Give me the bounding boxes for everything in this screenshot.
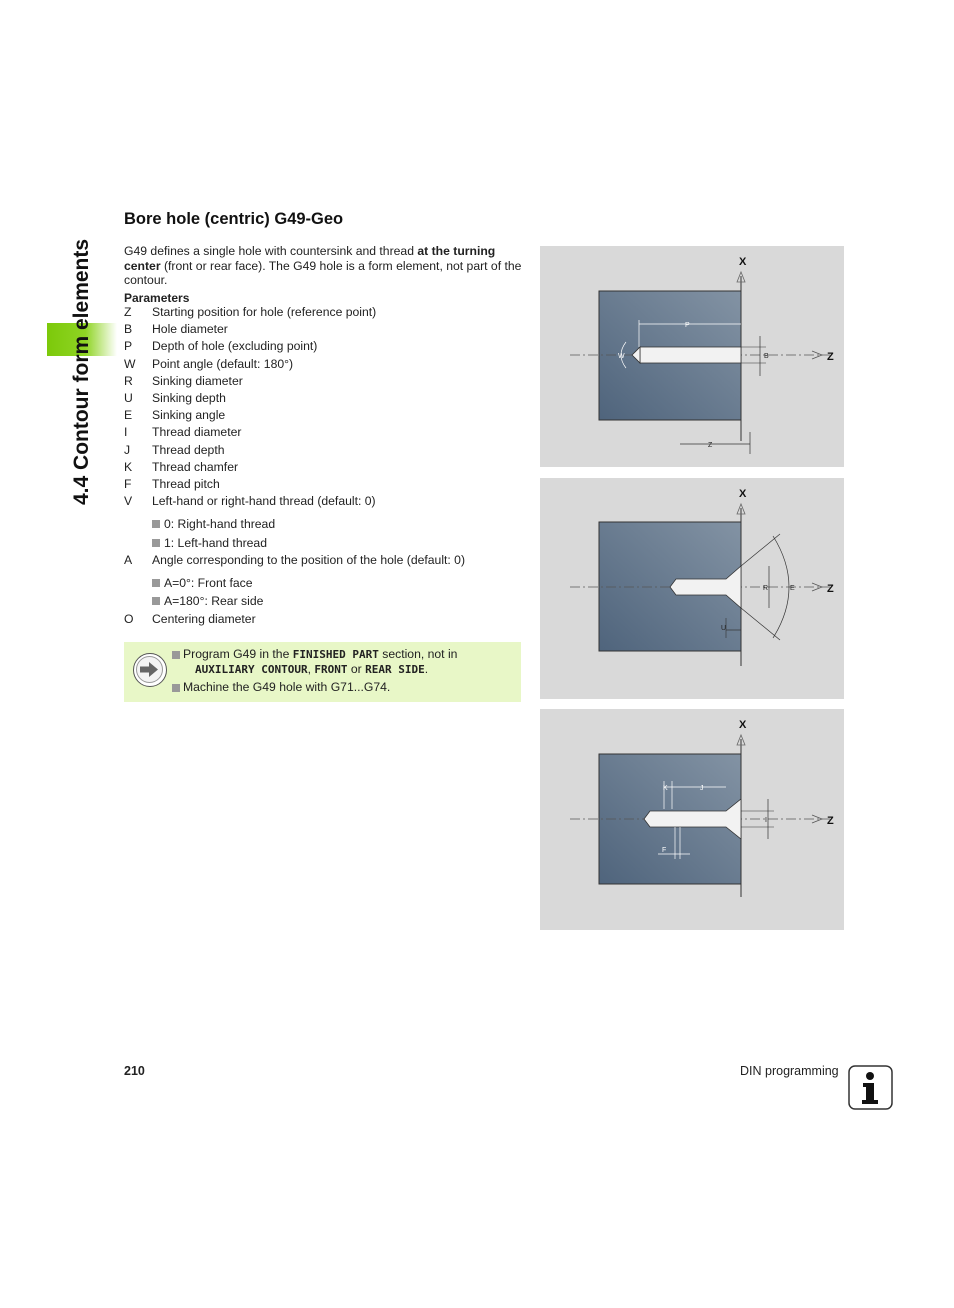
svg-text:W: W: [618, 353, 625, 360]
a-option-0: [152, 576, 253, 590]
param-key: V: [124, 494, 133, 508]
note-box: [124, 642, 521, 702]
param-a: [124, 553, 465, 567]
page-number: 210: [124, 1064, 145, 1078]
param-desc: Sinking diameter: [152, 374, 243, 388]
param-key: B: [124, 322, 133, 336]
param-f: [124, 477, 220, 491]
param-key: K: [124, 460, 133, 474]
intro-text-2: (front or rear face). The G49 hole is a form element, not part of the contour.: [124, 258, 522, 287]
param-j: [124, 443, 225, 457]
param-b: [124, 322, 228, 336]
param-key: Z: [124, 305, 132, 319]
bullet-square-icon: [172, 684, 180, 692]
param-w: [124, 357, 293, 371]
bullet-square-icon: [172, 651, 180, 659]
section-heading: Bore hole (centric) G49-Geo: [124, 210, 344, 228]
bullet-square-icon: [152, 597, 160, 605]
svg-text:J: J: [700, 785, 704, 792]
parameters-label: Parameters: [124, 291, 190, 305]
param-desc: Point angle (default: 180°): [152, 357, 294, 371]
bullet-square-icon: [152, 539, 160, 547]
svg-text:F: F: [662, 847, 667, 854]
figure-bore-hole-thread: [540, 709, 844, 930]
note-text: ,: [307, 662, 315, 676]
a-option-1: [152, 594, 263, 608]
diagram-depth: [540, 246, 844, 467]
param-key: O: [124, 612, 134, 626]
param-r: [124, 374, 243, 388]
param-desc: Angle corresponding to the position of the hole (default: 0): [152, 553, 466, 567]
param-key: E: [124, 408, 133, 422]
diagram-sinking: [540, 478, 844, 699]
note-code: FINISHED PART: [292, 648, 379, 661]
svg-text:U: U: [721, 625, 727, 632]
z-axis-label: Z: [827, 815, 834, 827]
param-desc: Thread diameter: [152, 425, 242, 439]
intro-paragraph: [124, 244, 522, 288]
note-code: AUXILIARY CONTOUR: [195, 663, 308, 676]
option-text: A=0°: Front face: [164, 576, 253, 590]
param-desc: Thread chamfer: [152, 460, 239, 474]
note-text: .: [424, 662, 429, 676]
param-key: U: [124, 391, 133, 405]
svg-text:B: B: [764, 353, 769, 360]
param-o: [124, 612, 256, 626]
option-text: 0: Right-hand thread: [164, 517, 276, 531]
x-axis-label: X: [739, 719, 747, 731]
bullet-square-icon: [152, 579, 160, 587]
figure-bore-hole-depth: [540, 246, 844, 467]
z-axis-label: Z: [827, 351, 834, 363]
v-option-0: [152, 517, 275, 531]
param-key: A: [124, 553, 133, 567]
note-code: REAR SIDE: [365, 663, 425, 676]
v-option-1: [152, 536, 267, 550]
param-z: [124, 305, 376, 319]
info-icon: [848, 1065, 893, 1110]
intro-bold: at the turning center: [124, 244, 496, 273]
intro-text-1: G49 defines a single hole with countersink and thread: [124, 244, 418, 258]
param-key: J: [124, 443, 131, 457]
param-key: W: [124, 357, 136, 371]
svg-text:P: P: [685, 322, 690, 329]
param-e: [124, 408, 225, 422]
note-text: or: [347, 662, 366, 676]
note-line-1: [183, 647, 457, 661]
diagram-thread: [540, 709, 844, 930]
param-key: I: [124, 425, 128, 439]
footer-section-title: DIN programming: [740, 1064, 839, 1078]
z-axis-label: Z: [827, 583, 834, 595]
param-i: [124, 425, 241, 439]
note-text: Machine the G49 hole with G71...G74.: [183, 680, 391, 694]
param-p: [124, 339, 317, 353]
x-axis-label: X: [739, 488, 747, 500]
option-text: A=180°: Rear side: [164, 594, 264, 608]
param-desc: Starting position for hole (reference point): [152, 305, 377, 319]
note-text: section, not in: [378, 647, 458, 661]
svg-text:K: K: [663, 785, 668, 792]
param-v: [124, 494, 376, 508]
svg-text:I: I: [765, 817, 767, 824]
param-desc: Thread depth: [152, 443, 225, 457]
x-axis-label: X: [739, 256, 747, 268]
note-text: Program G49 in the: [183, 647, 293, 661]
param-desc: Sinking depth: [152, 391, 226, 405]
param-desc: Thread pitch: [152, 477, 220, 491]
param-desc: Depth of hole (excluding point): [152, 339, 318, 353]
svg-text:Z: Z: [708, 442, 713, 449]
figure-bore-hole-sinking: [540, 478, 844, 699]
note-line-2: [195, 662, 428, 676]
note-code: FRONT: [314, 663, 348, 676]
param-desc: Hole diameter: [152, 322, 228, 336]
svg-text:E: E: [790, 585, 795, 592]
param-u: [124, 391, 226, 405]
svg-text:R: R: [763, 585, 769, 592]
bullet-square-icon: [152, 520, 160, 528]
param-key: F: [124, 477, 132, 491]
arrow-right-icon: [133, 653, 167, 687]
chapter-title: 4.4 Contour form elements: [70, 238, 93, 505]
param-key: R: [124, 374, 133, 388]
param-desc: Centering diameter: [152, 612, 256, 626]
param-desc: Left-hand or right-hand thread (default: 0): [152, 494, 376, 508]
param-k: [124, 460, 238, 474]
option-text: 1: Left-hand thread: [164, 536, 267, 550]
param-desc: Sinking angle: [152, 408, 226, 422]
param-key: P: [124, 339, 133, 353]
note-line-3: [183, 680, 390, 694]
